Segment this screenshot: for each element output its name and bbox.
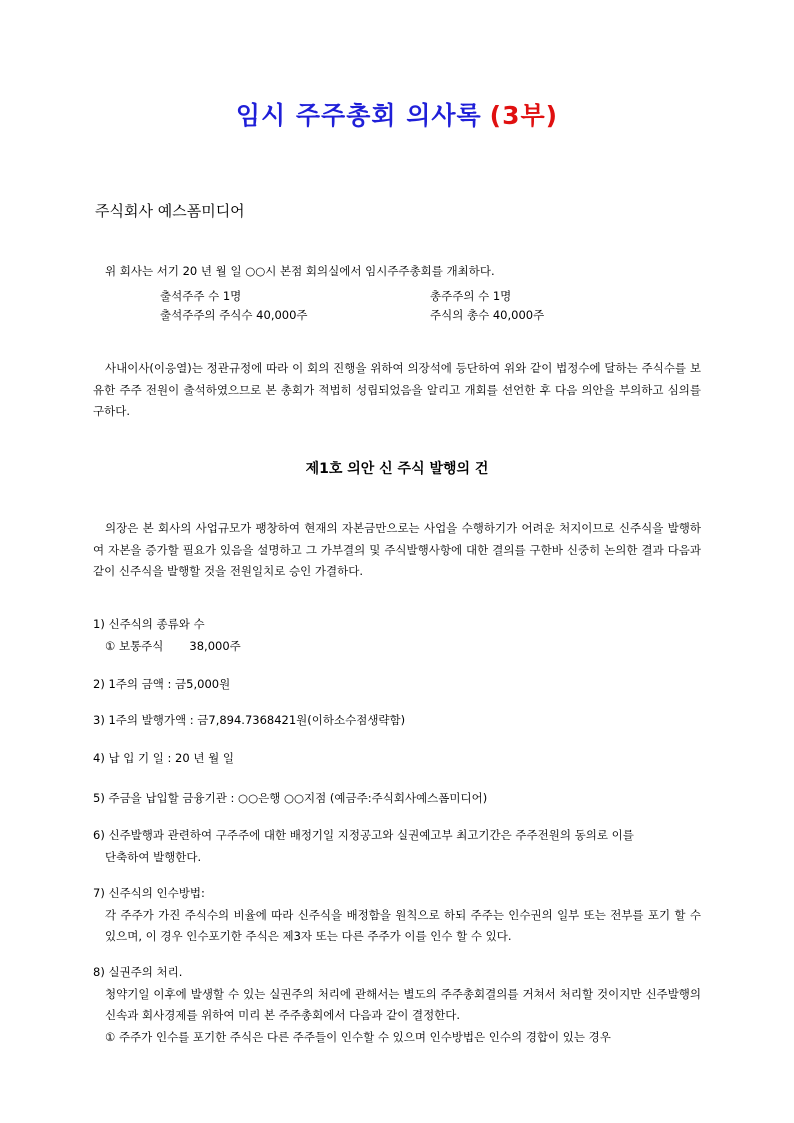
agenda-paragraph: 의장은 본 회사의 사업규모가 팽창하여 현재의 자본금만으로는 사업을 수행하기가 어려운 처지이므로 신주식을 발행하여 자본을 증가할 필요가 있음을 설명하고 그 가부결의 및 주식발행사항에 대한 결의를 구한바 신중히 논의한 결과 다음과 같이 신주식을 발행할 것을 전원일치로 승인 가결하다. [93,521,701,578]
item-1-title: 1) 신주식의 종류와 수 [93,617,205,631]
company-name: 주식회사 예스폼미디어 [95,202,245,220]
document-title [0,96,794,132]
item-6-cont: 단축하여 발행한다. [105,849,202,864]
title-main: 임시 주주총회 의사록 [235,101,482,130]
title-part: (3부) [489,101,559,130]
opening-paragraph: 위 회사는 서기 20 년 월 일 ○○시 본점 회의실에서 임시주주총회를 개최하다. [105,264,495,278]
item-2: 2) 1주의 금액 : 금5,000원 [93,677,231,691]
item-7-title: 7) 신주식의 인수방법: [93,886,205,900]
item-7-body: 각 주주가 가진 주식수의 비율에 따라 신주식을 배정함을 원칙으로 하되 주주는 인수권의 일부 또는 전부를 포기 할 수 있으며, 이 경우 인수포기한 주식은 제3자 또는 다른 주주가 이를 인수 할 수 있다. [105,907,701,943]
item-1-sub-value: 38,000주 [189,638,241,653]
attendance-shareholders: 출석주주 수 1명 [160,289,242,303]
item-4: 4) 납 입 기 일 : 20 년 월 일 [93,751,234,765]
item-8-sub: ① 주주가 인수를 포기한 주식은 다른 주주들이 인수할 수 있으며 인수방법은 인수의 경합이 있는 경우 [105,1029,611,1044]
item-3: 3) 1주의 발행가액 : 금7,894.7368421원(이하소수점생략함) [93,713,406,727]
item-8-body: 청약기일 이후에 발생할 수 있는 실권주의 처리에 관해서는 별도의 주주총회결의를 거쳐서 처리할 것이지만 신주발행의 신속과 회사경제를 위하여 미리 본 주주총회에서 다음과 같이 결정한다. [105,986,701,1022]
total-shareholders: 총주주의 수 1명 [430,289,512,303]
item-5: 5) 주금을 납입할 금융기관 : ○○은행 ○○지점 (예금주:주식회사예스폼미디어) [93,791,488,805]
item-1 [93,614,701,657]
item-6 [93,825,701,868]
total-shares: 주식의 총수 40,000주 [430,308,545,322]
item-1-sub [93,636,701,658]
item-8 [93,962,701,1048]
item-8-title: 8) 실권주의 처리. [93,965,183,979]
chair-paragraph: 사내이사(이응열)는 정관규정에 따라 이 회의 진행을 위하여 의장석에 등단하여 위와 같이 법정수에 달하는 주식수를 보유한 주주 전원이 출석하였으므로 본 총회가 적법히 성립되었음을 알리고 개회를 선언한 후 다음 의안을 부의하고 심의를 구하다. [93,361,701,418]
attendance-shares: 출석주주의 주식수 40,000주 [160,308,308,322]
item-6-title: 6) 신주발행과 관련하여 구주주에 대한 배정기일 지정공고와 실권예고부 최고기간은 주주전원의 동의로 이를 [93,828,634,842]
item-1-sub-label: ① 보통주식 [105,638,164,653]
item-7 [93,883,701,948]
agenda-title: 제1호 의안 신 주식 발행의 건 [305,461,489,477]
